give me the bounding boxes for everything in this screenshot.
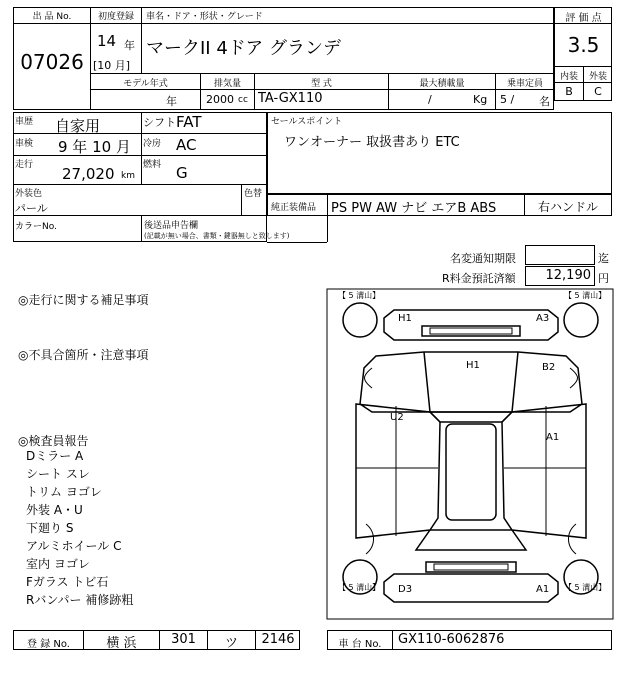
damage-side-left: U2 <box>390 412 404 423</box>
recycle-unit: 円 <box>598 272 609 285</box>
history-label: 車歴 <box>15 117 34 127</box>
damage-front-left: H1 <box>398 313 412 324</box>
damage-hood: H1 <box>466 360 480 371</box>
reg-kana: ツ <box>224 636 238 651</box>
lot-number: 07026 <box>20 50 84 74</box>
capacity-unit: 名 <box>539 95 550 108</box>
year-unit: 年 <box>124 39 135 52</box>
color-no-label: カラーNo. <box>15 222 57 232</box>
interior-grade: B <box>565 85 573 98</box>
tire-front-left-icon <box>343 303 377 337</box>
sales-text: ワンオーナー 取扱書あり ETC <box>284 135 460 150</box>
inspector-item: シート スレ <box>26 467 90 481</box>
chassis: GX110-6062876 <box>398 632 505 647</box>
tire-front-right-icon <box>564 303 598 337</box>
inspector-item: Rバンパー 補修跡粗 <box>26 593 134 607</box>
fuel-label: 燃料 <box>143 160 162 170</box>
recycle-label: R料金預託済額 <box>442 272 516 285</box>
damage-front-right: A3 <box>536 313 550 324</box>
inspection-label: 車検 <box>15 139 34 149</box>
inspector-item: 下廻り S <box>26 521 74 535</box>
capacity: 5 / <box>500 93 515 106</box>
damage-rear-right: A1 <box>536 584 550 595</box>
max-load-sep: / <box>428 93 432 106</box>
damage-rear-left: D3 <box>398 584 413 595</box>
capacity-label: 乗車定員 <box>506 79 543 89</box>
inspector-item: Fガラス トビ石 <box>26 575 109 589</box>
lot-label: 出 品 No. <box>32 12 72 22</box>
ext-color-label: 外装色 <box>15 189 43 199</box>
reg-num: 2146 <box>261 632 295 647</box>
reg-class: 301 <box>171 632 196 647</box>
model-year-label: モデル年式 <box>123 79 168 89</box>
color-change-label: 色替 <box>244 189 263 199</box>
tire-label-br: 【 5 溝山】 <box>564 583 607 592</box>
max-load-label: 最大積載量 <box>419 79 465 89</box>
car-name: マークII 4ドア グランデ <box>146 38 341 59</box>
score-label: 評 価 点 <box>565 13 602 24</box>
reg-place: 横 浜 <box>106 636 137 651</box>
inspector-item: アルミホイール C <box>26 539 122 553</box>
car-name-label: 車名・ドア・形状・グレード <box>146 12 263 22</box>
ac: AC <box>176 136 197 154</box>
inspection: 9 年 10 月 <box>58 138 131 156</box>
notice-label: 名変通知期限 <box>450 252 516 265</box>
car-diagram <box>326 288 616 622</box>
score: 3.5 <box>567 33 600 57</box>
displacement-unit: cc <box>238 95 248 105</box>
exterior-label: 外装 <box>588 72 607 82</box>
model-label: 型 式 <box>311 79 332 89</box>
inspector-item: 室内 ヨゴレ <box>26 557 90 571</box>
mileage-unit: km <box>121 171 135 181</box>
handle: 右ハンドル <box>538 200 599 214</box>
notice-unit: 迄 <box>598 252 609 265</box>
inspector-label: ◎検査員報告 <box>18 434 89 448</box>
damage-fender-right: B2 <box>542 362 556 373</box>
recycle: 12,190 <box>545 268 591 283</box>
damage-side-right: A1 <box>546 432 560 443</box>
fuel: G <box>176 164 188 182</box>
history: 自家用 <box>55 117 101 135</box>
tire-label-bl: 【 5 溝山】 <box>338 583 381 592</box>
notice-box <box>525 245 595 265</box>
post-label: 後送品申告欄 <box>144 221 199 231</box>
equip: PS PW AW ナビ エアB ABS <box>331 201 497 216</box>
defect-label: ◎不具合箇所・注意事項 <box>18 348 149 362</box>
tire-label-tr: 【 5 溝山】 <box>564 291 607 300</box>
first-reg-month: [10 月] <box>93 59 131 72</box>
shift: FAT <box>176 113 202 131</box>
driving-label: ◎走行に関する補足事項 <box>18 293 149 307</box>
inspector-item: Dミラー A <box>26 449 84 463</box>
model: TA-GX110 <box>258 91 323 106</box>
reg-label: 登 録 No. <box>27 639 70 650</box>
first-reg-year: 14 <box>97 32 117 50</box>
ac-label: 冷房 <box>143 139 162 149</box>
mileage: 27,020 <box>62 165 115 183</box>
interior-label: 内装 <box>559 72 578 82</box>
mileage-label: 走行 <box>15 160 34 170</box>
exterior-grade: C <box>594 85 602 98</box>
chassis-label: 車 台 No. <box>338 639 382 650</box>
max-load-unit: Kg <box>473 93 488 106</box>
first-reg-label: 初度登録 <box>97 12 134 22</box>
sales-label: セールスポイント <box>271 117 343 127</box>
displacement-label: 排気量 <box>213 79 241 89</box>
post-note: (記載が無い場合、書類・鍵器無しと致します) <box>144 232 290 240</box>
inspector-item: トリム ヨゴレ <box>26 485 102 499</box>
tire-label-tl: 【 5 溝山】 <box>338 291 381 300</box>
model-year-unit: 年 <box>166 95 177 108</box>
shift-label: シフト <box>143 116 176 129</box>
displacement: 2000 <box>206 93 234 106</box>
inspector-item: 外装 A・U <box>26 503 83 517</box>
ext-color: パール <box>15 202 48 215</box>
equip-label: 純正装備品 <box>271 203 317 213</box>
